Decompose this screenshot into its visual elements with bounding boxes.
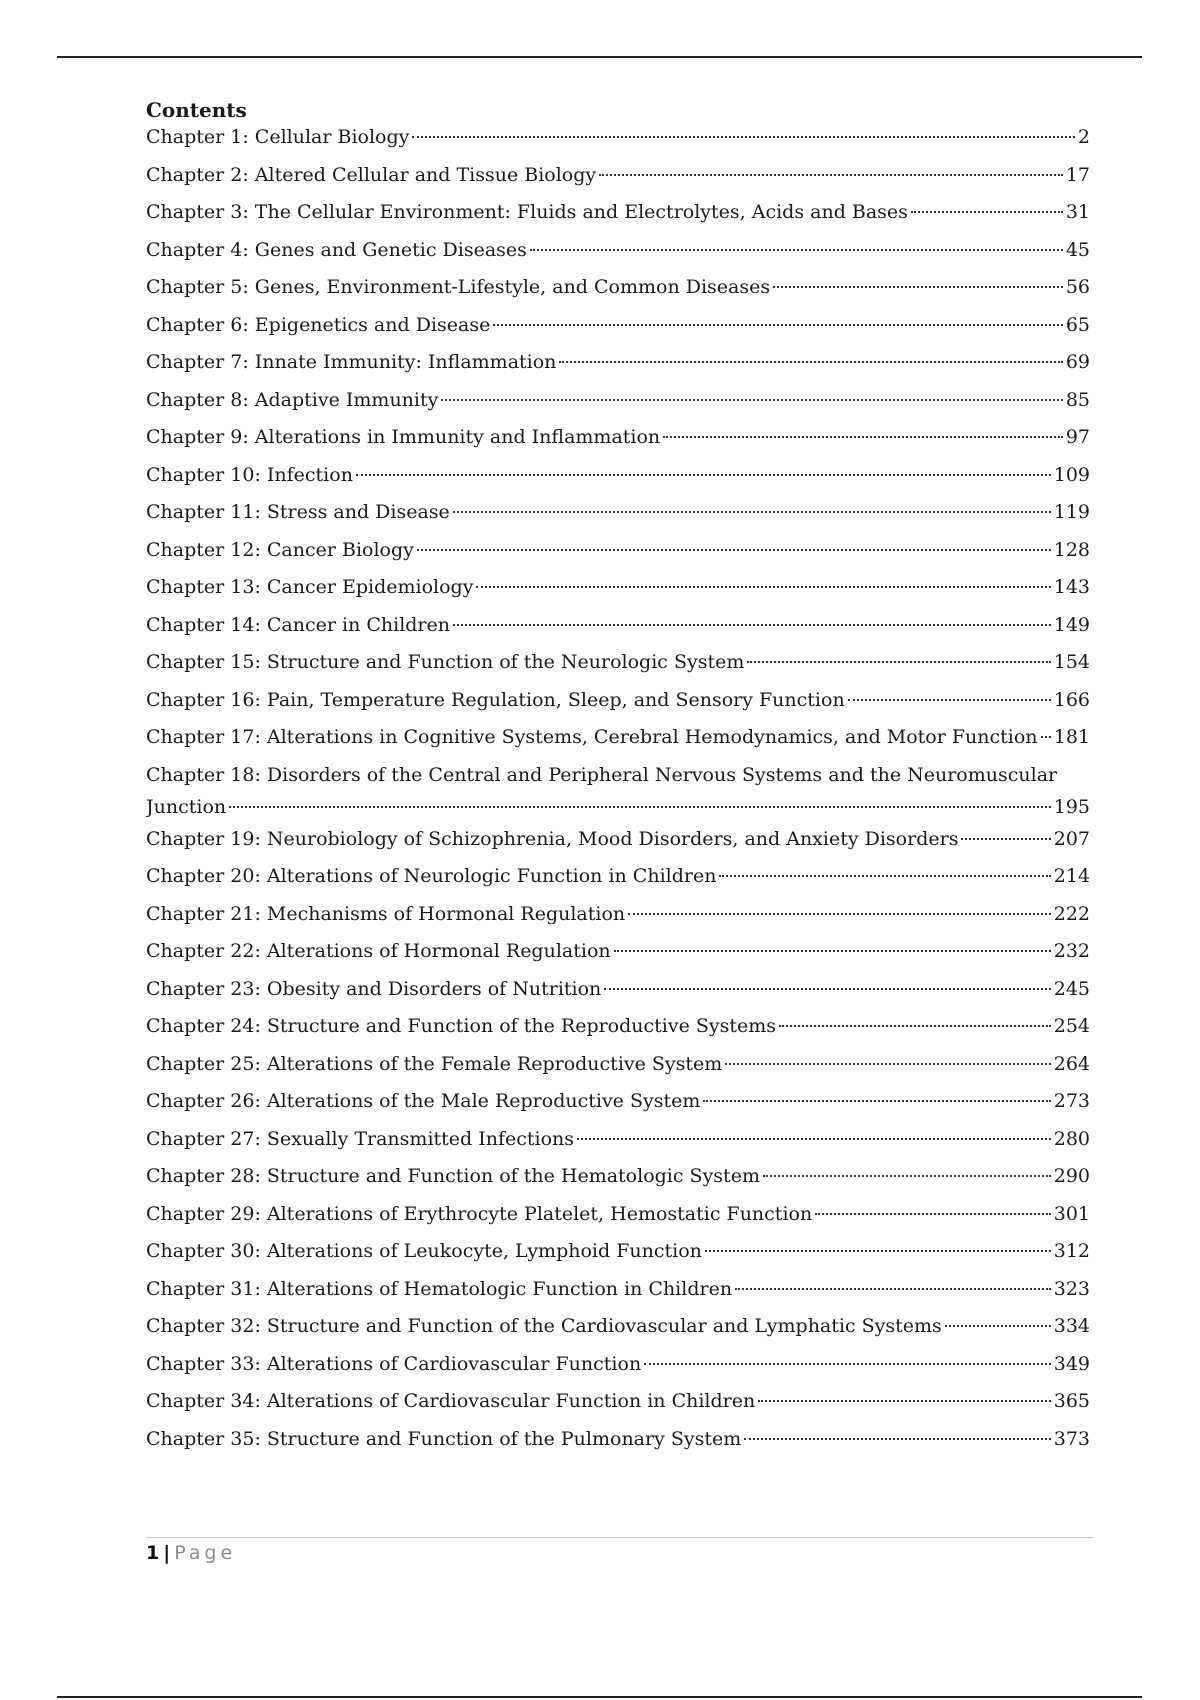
toc-entry-page-number: 280 <box>1053 1127 1090 1150</box>
toc-entry-title: Chapter 31: Alterations of Hematologic Function in Children <box>146 1277 733 1300</box>
toc-entry-page-number: 154 <box>1053 651 1090 673</box>
footer-page-number: 1 <box>146 1542 160 1564</box>
toc-dot-leader <box>719 875 1050 877</box>
toc-entry-title: Chapter 35: Structure and Function of the Pulmonary System <box>146 1427 742 1450</box>
toc-entry-page-number: 222 <box>1053 902 1090 925</box>
toc-entry-page-number: 373 <box>1053 1427 1090 1450</box>
bottom-rule <box>57 1696 1142 1698</box>
toc-entry[interactable] <box>146 1276 1090 1314</box>
toc-entry-title: Chapter 5: Genes, Environment-Lifestyle, and Common Diseases <box>146 276 771 298</box>
toc-entry-page-number: 181 <box>1053 726 1090 748</box>
toc-entry[interactable] <box>146 1163 1090 1201</box>
toc-entry[interactable] <box>146 124 1090 162</box>
toc-dot-leader <box>476 586 1050 588</box>
toc-entry-page-number: 56 <box>1065 276 1090 298</box>
toc-entry[interactable] <box>146 687 1090 725</box>
toc-entry-title: Chapter 14: Cancer in Children <box>146 613 450 636</box>
toc-entry-title: Chapter 9: Alterations in Immunity and Inflammation <box>146 426 661 448</box>
toc-dot-leader <box>705 1250 1051 1252</box>
toc-dot-leader <box>417 549 1051 551</box>
toc-entry-page-number: 128 <box>1053 538 1090 561</box>
toc-entry-page-number: 85 <box>1065 388 1090 411</box>
toc-dot-leader <box>577 1138 1051 1140</box>
toc-entry-page-number: 17 <box>1065 163 1090 186</box>
page-footer <box>146 1541 236 1565</box>
toc-entry-page-number: 365 <box>1053 1390 1090 1412</box>
toc-entry-page-number: 207 <box>1053 827 1090 850</box>
toc-entry-page-number: 264 <box>1053 1052 1090 1075</box>
toc-entry[interactable] <box>146 499 1090 537</box>
toc-entry-title: Chapter 24: Structure and Function of the Reproductive Systems <box>146 1015 777 1037</box>
table-of-contents <box>146 97 1090 1463</box>
toc-dot-leader <box>747 661 1050 663</box>
toc-entry-title: Chapter 18: Disorders of the Central and Peripheral Nervous Systems and the Neuromuscular <box>146 763 1058 786</box>
toc-entry-page-number: 195 <box>1053 795 1090 818</box>
toc-entry-title: Chapter 19: Neurobiology of Schizophrenia, Mood Disorders, and Anxiety Disorders <box>146 827 959 850</box>
toc-entry-page-number: 334 <box>1053 1315 1090 1337</box>
toc-entry[interactable] <box>146 1126 1090 1164</box>
toc-dot-leader <box>530 249 1063 251</box>
toc-entry-title: Chapter 33: Alterations of Cardiovascular Function <box>146 1352 642 1375</box>
toc-entry-page-number: 254 <box>1053 1015 1090 1037</box>
toc-dot-leader <box>412 136 1075 138</box>
toc-entry-title: Chapter 3: The Cellular Environment: Fluids and Electrolytes, Acids and Bases <box>146 201 908 223</box>
toc-entry-title: Chapter 34: Alterations of Cardiovascular Function in Children <box>146 1390 756 1412</box>
toc-entry[interactable] <box>146 1388 1090 1426</box>
toc-dot-leader <box>744 1438 1050 1440</box>
toc-entry-title: Chapter 15: Structure and Function of the Neurologic System <box>146 651 745 673</box>
toc-entry-page-number: 290 <box>1053 1165 1090 1187</box>
toc-dot-leader <box>453 624 1051 626</box>
toc-entry-title: Chapter 22: Alterations of Hormonal Regulation <box>146 940 611 962</box>
toc-entry-title: Chapter 26: Alterations of the Male Reproductive System <box>146 1090 701 1112</box>
top-rule <box>57 56 1142 58</box>
toc-entry-title: Chapter 8: Adaptive Immunity <box>146 388 439 411</box>
toc-entry-title: Chapter 25: Alterations of the Female Reproductive System <box>146 1052 723 1075</box>
toc-entry[interactable] <box>146 1426 1090 1464</box>
toc-dot-leader <box>725 1063 1050 1065</box>
toc-entry-title: Chapter 28: Structure and Function of the Hematologic System <box>146 1165 760 1187</box>
toc-dot-leader <box>763 1175 1051 1177</box>
toc-entry-title: Chapter 17: Alterations in Cognitive Systems, Cerebral Hemodynamics, and Motor Function <box>146 726 1038 748</box>
toc-entry[interactable] <box>146 274 1090 312</box>
toc-dot-leader <box>599 174 1063 176</box>
toc-entry-title: Chapter 20: Alterations of Neurologic Function in Children <box>146 865 717 887</box>
toc-entry[interactable] <box>146 863 1090 901</box>
toc-dot-leader <box>703 1100 1050 1102</box>
toc-dot-leader <box>848 699 1051 701</box>
toc-heading: Contents <box>146 98 247 122</box>
toc-entry-title: Chapter 10: Infection <box>146 463 353 486</box>
toc-dot-leader <box>493 324 1062 326</box>
toc-entry-title: Chapter 32: Structure and Function of the Cardiovascular and Lymphatic Systems <box>146 1315 942 1337</box>
toc-entry[interactable] <box>146 901 1090 939</box>
toc-dot-leader <box>961 838 1050 840</box>
toc-entry-page-number: 109 <box>1053 463 1090 486</box>
toc-entry-title: Chapter 29: Alterations of Erythrocyte Platelet, Hemostatic Function <box>146 1202 813 1225</box>
toc-entry-title: Chapter 6: Epigenetics and Disease <box>146 313 491 336</box>
toc-entry-page-number: 301 <box>1053 1202 1090 1225</box>
toc-entry-page-number: 214 <box>1053 865 1090 887</box>
toc-entry[interactable] <box>146 1201 1090 1239</box>
toc-entry[interactable] <box>146 762 1090 826</box>
toc-entry[interactable] <box>146 237 1090 275</box>
toc-entry-page-number: 166 <box>1053 688 1090 711</box>
toc-entry-title: Chapter 16: Pain, Temperature Regulation, Sleep, and Sensory Function <box>146 688 845 711</box>
toc-entry-page-number: 349 <box>1053 1352 1090 1375</box>
toc-entry[interactable] <box>146 1013 1090 1051</box>
toc-dot-leader <box>815 1213 1051 1215</box>
toc-dot-leader <box>356 474 1051 476</box>
toc-entry[interactable] <box>146 612 1090 650</box>
toc-entry[interactable] <box>146 1351 1090 1389</box>
toc-dot-leader <box>453 511 1051 513</box>
toc-dot-leader <box>1041 736 1051 738</box>
toc-entry[interactable] <box>146 424 1090 462</box>
toc-entry[interactable] <box>146 462 1090 500</box>
footer-page-label: Page <box>174 1542 237 1564</box>
toc-entry[interactable] <box>146 1238 1090 1276</box>
toc-entry[interactable] <box>146 312 1090 350</box>
toc-entry-page-number: 2 <box>1077 126 1090 148</box>
toc-entry-page-number: 31 <box>1065 201 1090 223</box>
toc-entry-title: Chapter 23: Obesity and Disorders of Nutrition <box>146 977 602 1000</box>
toc-entry[interactable] <box>146 199 1090 237</box>
footer-separator: | <box>163 1542 171 1564</box>
toc-dot-leader <box>559 361 1062 363</box>
toc-dot-leader <box>663 436 1063 438</box>
toc-dot-leader <box>604 988 1050 990</box>
toc-dot-leader <box>229 806 1051 808</box>
toc-entry[interactable] <box>146 537 1090 575</box>
toc-entry-page-number: 119 <box>1053 501 1090 523</box>
toc-entry-page-number: 149 <box>1053 613 1090 636</box>
toc-entry-page-number: 273 <box>1053 1090 1090 1112</box>
toc-dot-leader <box>628 913 1051 915</box>
toc-entry-page-number: 69 <box>1065 351 1090 373</box>
toc-entry[interactable] <box>146 162 1090 200</box>
toc-entry[interactable] <box>146 826 1090 864</box>
toc-entry-title: Chapter 30: Alterations of Leukocyte, Lymphoid Function <box>146 1240 702 1262</box>
toc-entry-page-number: 245 <box>1053 977 1090 1000</box>
toc-dot-leader <box>779 1025 1051 1027</box>
toc-dot-leader <box>945 1325 1051 1327</box>
toc-entry-page-number: 97 <box>1065 426 1090 448</box>
toc-entry[interactable] <box>146 1313 1090 1351</box>
toc-entry[interactable] <box>146 724 1090 762</box>
toc-entry[interactable] <box>146 1051 1090 1089</box>
toc-entry[interactable] <box>146 1088 1090 1126</box>
toc-list <box>146 124 1090 1463</box>
toc-entry-title: Chapter 2: Altered Cellular and Tissue Biology <box>146 163 597 186</box>
toc-dot-leader <box>644 1363 1051 1365</box>
toc-entry-page-number: 45 <box>1065 238 1090 261</box>
toc-entry[interactable] <box>146 938 1090 976</box>
toc-entry-title: Chapter 11: Stress and Disease <box>146 501 450 523</box>
toc-entry-page-number: 323 <box>1053 1277 1090 1300</box>
footer-rule <box>146 1537 1093 1538</box>
toc-entry-title: Chapter 21: Mechanisms of Hormonal Regulation <box>146 902 626 925</box>
toc-dot-leader <box>758 1400 1051 1402</box>
toc-dot-leader <box>735 1288 1051 1290</box>
toc-entry-title: Chapter 27: Sexually Transmitted Infections <box>146 1127 575 1150</box>
toc-entry-title-continued: Junction <box>146 795 227 818</box>
toc-entry[interactable] <box>146 387 1090 425</box>
toc-entry-title: Chapter 13: Cancer Epidemiology <box>146 576 474 598</box>
toc-entry-page-number: 65 <box>1065 313 1090 336</box>
toc-entry-title: Chapter 1: Cellular Biology <box>146 126 410 148</box>
toc-entry-title: Chapter 4: Genes and Genetic Diseases <box>146 238 527 261</box>
toc-entry-title: Chapter 12: Cancer Biology <box>146 538 414 561</box>
toc-dot-leader <box>441 399 1062 401</box>
toc-entry[interactable] <box>146 976 1090 1014</box>
toc-entry[interactable] <box>146 574 1090 612</box>
toc-dot-leader <box>911 211 1063 213</box>
toc-entry[interactable] <box>146 649 1090 687</box>
toc-entry-page-number: 143 <box>1053 576 1090 598</box>
toc-dot-leader <box>614 950 1051 952</box>
toc-entry[interactable] <box>146 349 1090 387</box>
toc-entry-title: Chapter 7: Innate Immunity: Inflammation <box>146 351 557 373</box>
toc-entry-page-number: 232 <box>1053 940 1090 962</box>
toc-entry-page-number: 312 <box>1053 1240 1090 1262</box>
toc-dot-leader <box>773 286 1063 288</box>
